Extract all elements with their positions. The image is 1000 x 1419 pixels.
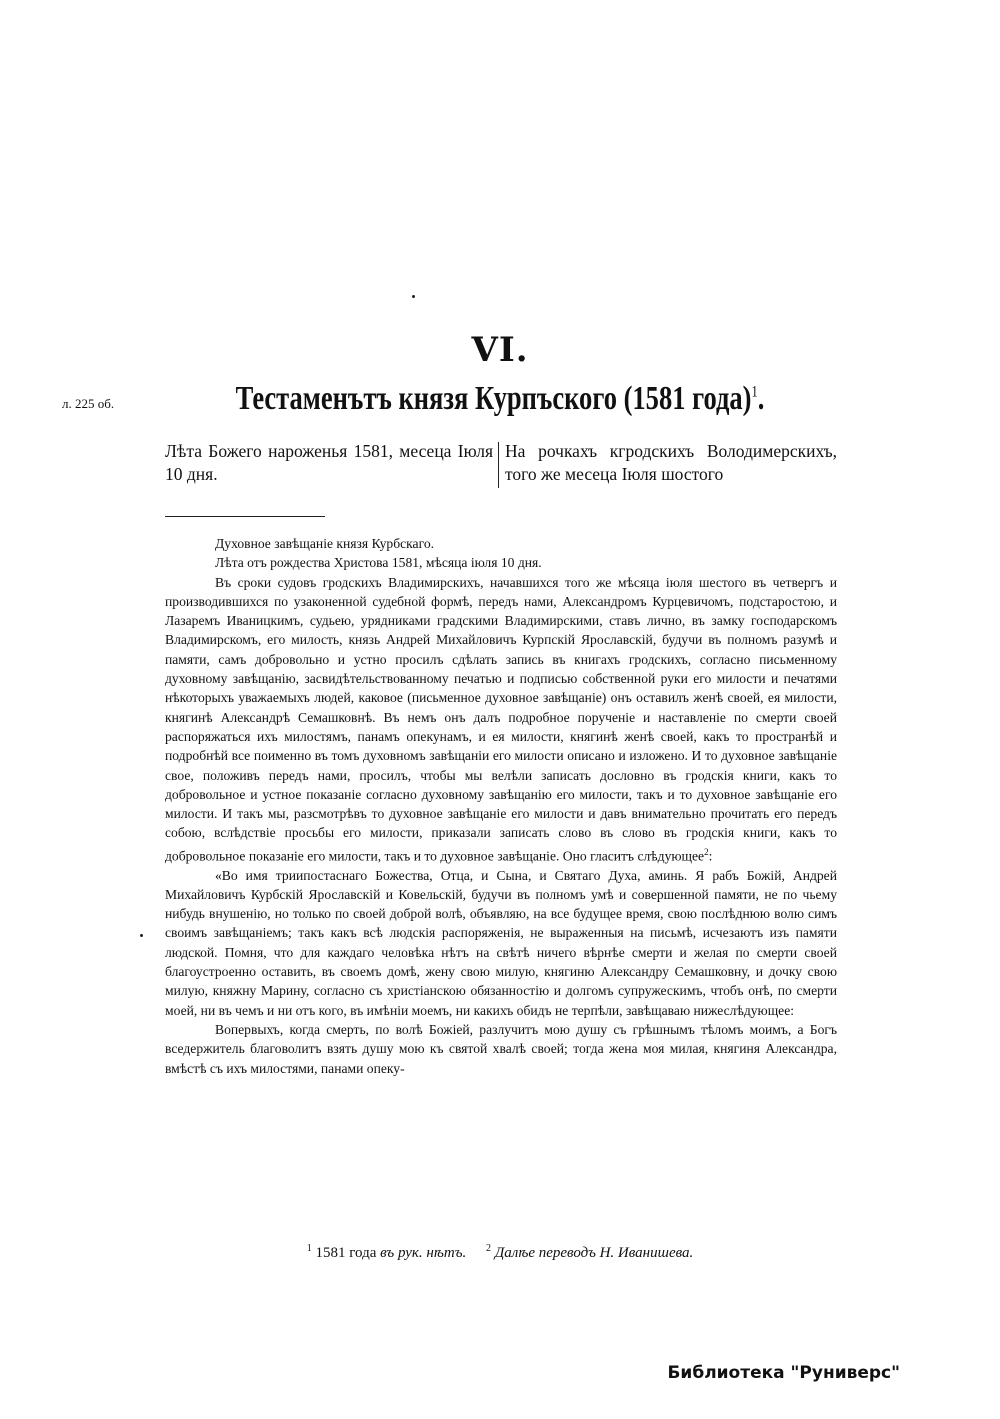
paragraph-end: : — [708, 848, 713, 864]
column-divider — [498, 442, 499, 488]
paragraph: Лѣта отъ рождества Христова 1581, мѣсяца іюля 10 дня. — [215, 555, 542, 571]
footnote-number: 1 — [306, 1243, 312, 1254]
paragraph-text: Въ сроки судовъ гродскихъ Владимирскихъ, начавшихся того же мѣсяца іюля шестого въ четвергъ и производившихся по узаконенной судебной формѣ, передъ нами, Александромъ Курцевичомъ, подстаростою, и Лазаремъ Иваницкимъ, судьею, урядниками градскими Владимирскими, ставъ лично, въ замку господарскомъ Владимирскомъ, его милость, князь Андрей Михайловичъ Курпскій Ярославскій, будучи въ полномъ разумѣ и памяти, самъ добровольно и устно просилъ сдѣлать запись въ книгахъ гродскихъ, согласно письменному духовному завѣщанію, засвидѣтельствованному печатью и подписью собственной руки его милости и печатями нѣкоторыхъ уважаемыхъ людей, каковое (письменное духовное завѣщаніе) онъ оставилъ женѣ своей, ея милости, княгинѣ Александрѣ Семашковнѣ. Въ немъ онъ далъ подробное порученіе и наставленіе по смерти своей распоряжаться ихъ милостямъ, панамъ опекунамъ, и ея милости, княгинѣ женѣ своей, какъ то пространѣй и подробнѣй все поименно въ томъ духовномъ завѣщаніи его милости описано и изложено. И то духовное завѣщаніе свое, положивъ передъ нами, просилъ, чтобы мы велѣли записать дословно въ гродскія книги, какъ то добровольное и устное показаніе согласно духовному завѣщанію его милости, такъ и то духовное завѣщаніе его милости. И такъ мы, разсмотрѣвъ то духовное завѣщаніе его милости и давъ внимательно прочитать его передъ собою, вслѣдствіе просьбы его милости, приказали записать слово въ слово въ гродскія книги, какъ то добровольное показаніе его милости, такъ и то духовное завѣщаніе. Оно гласитъ слѣдующее — [165, 574, 837, 864]
library-watermark: Библиотека "Руниверс" — [667, 1363, 900, 1383]
original-text-columns — [165, 440, 837, 488]
footnotes — [0, 1243, 1000, 1262]
footnote-rule — [165, 516, 325, 517]
paragraph: «Во имя триипостаснаго Божества, Отца, и Сына, и Святаго Духа, аминь. Я рабъ Божій, Андрей Михайловичъ Курбскій Ярославскій и Ковельскій, будучи въ полномъ умѣ и совершенной памяти, не по чьему нибудь внушенію, но только по своей доброй волѣ, объявляю, на все будущее время, свою послѣднюю волю симъ своимъ завѣщаніемъ; такъ какъ всѣ людскія распоряженія, не выраженныя на письмѣ, исчезаютъ изъ памяти людской. Помня, что для каждаго человѣка нѣтъ на свѣтѣ ничего вѣрнѣе смерти и желая по смерти своей благоустроенно оставить, въ своемъ домѣ, жену свою милую, княгиню Александру Семашковну, и дочку свою милую, княжну Марину, согласно съ христіанскою обязанностію и долгомъ супружескимъ, чтобъ онѣ, по смерти моей, ни въ чемъ и ни отъ кого, въ имѣніи моемъ, ни какихъ обидъ не терпѣли, завѣщаваю нижеслѣдующее: — [165, 867, 837, 1018]
ink-dot — [412, 295, 415, 298]
document-title: Тестаменътъ князя Курпъского (1581 года)$^1$. — [235, 380, 765, 417]
paragraph — [165, 573, 837, 866]
margin-reference: л. 225 об. — [62, 396, 115, 411]
footnote-2 — [486, 1245, 693, 1261]
footnote-number: 2 — [486, 1243, 491, 1254]
footnote-1 — [307, 1245, 467, 1261]
footnote-text: 1581 года — [315, 1245, 377, 1261]
footnote-italic: Далѣе переводъ Н. Иванишева. — [494, 1245, 694, 1261]
column-right: На рочкахъ кгродскихъ Володимерскихъ, того же месеца Іюля шостого — [505, 441, 837, 484]
column-left: Лѣта Божего нароженья 1581, месеца Іюля 10 дня. — [165, 441, 493, 484]
ink-dot — [140, 934, 143, 937]
footnote-marker: 2 — [704, 846, 709, 857]
title-text: Тестаменътъ князя Курпъского (1581 года) — [235, 380, 752, 417]
footnote-italic: въ рук. нѣтъ. — [380, 1245, 467, 1261]
translation-body — [165, 534, 837, 1078]
paragraph: Духовное завѣщаніе князя Курбскаго. — [215, 536, 435, 551]
section-number: VI. — [471, 330, 529, 370]
paragraph: Вопервыхъ, когда смерть, по волѣ Божіей, разлучитъ мою душу съ грѣшнымъ тѣломъ моимъ, а Богъ вседержитель благоволитъ взять душу мою къ святой хвалѣ своей; тогда жена моя милая, княгиня Александра, вмѣстѣ съ ихъ милостями, панами опеку- — [165, 1021, 837, 1076]
title-footnote-marker: 1 — [751, 383, 758, 401]
